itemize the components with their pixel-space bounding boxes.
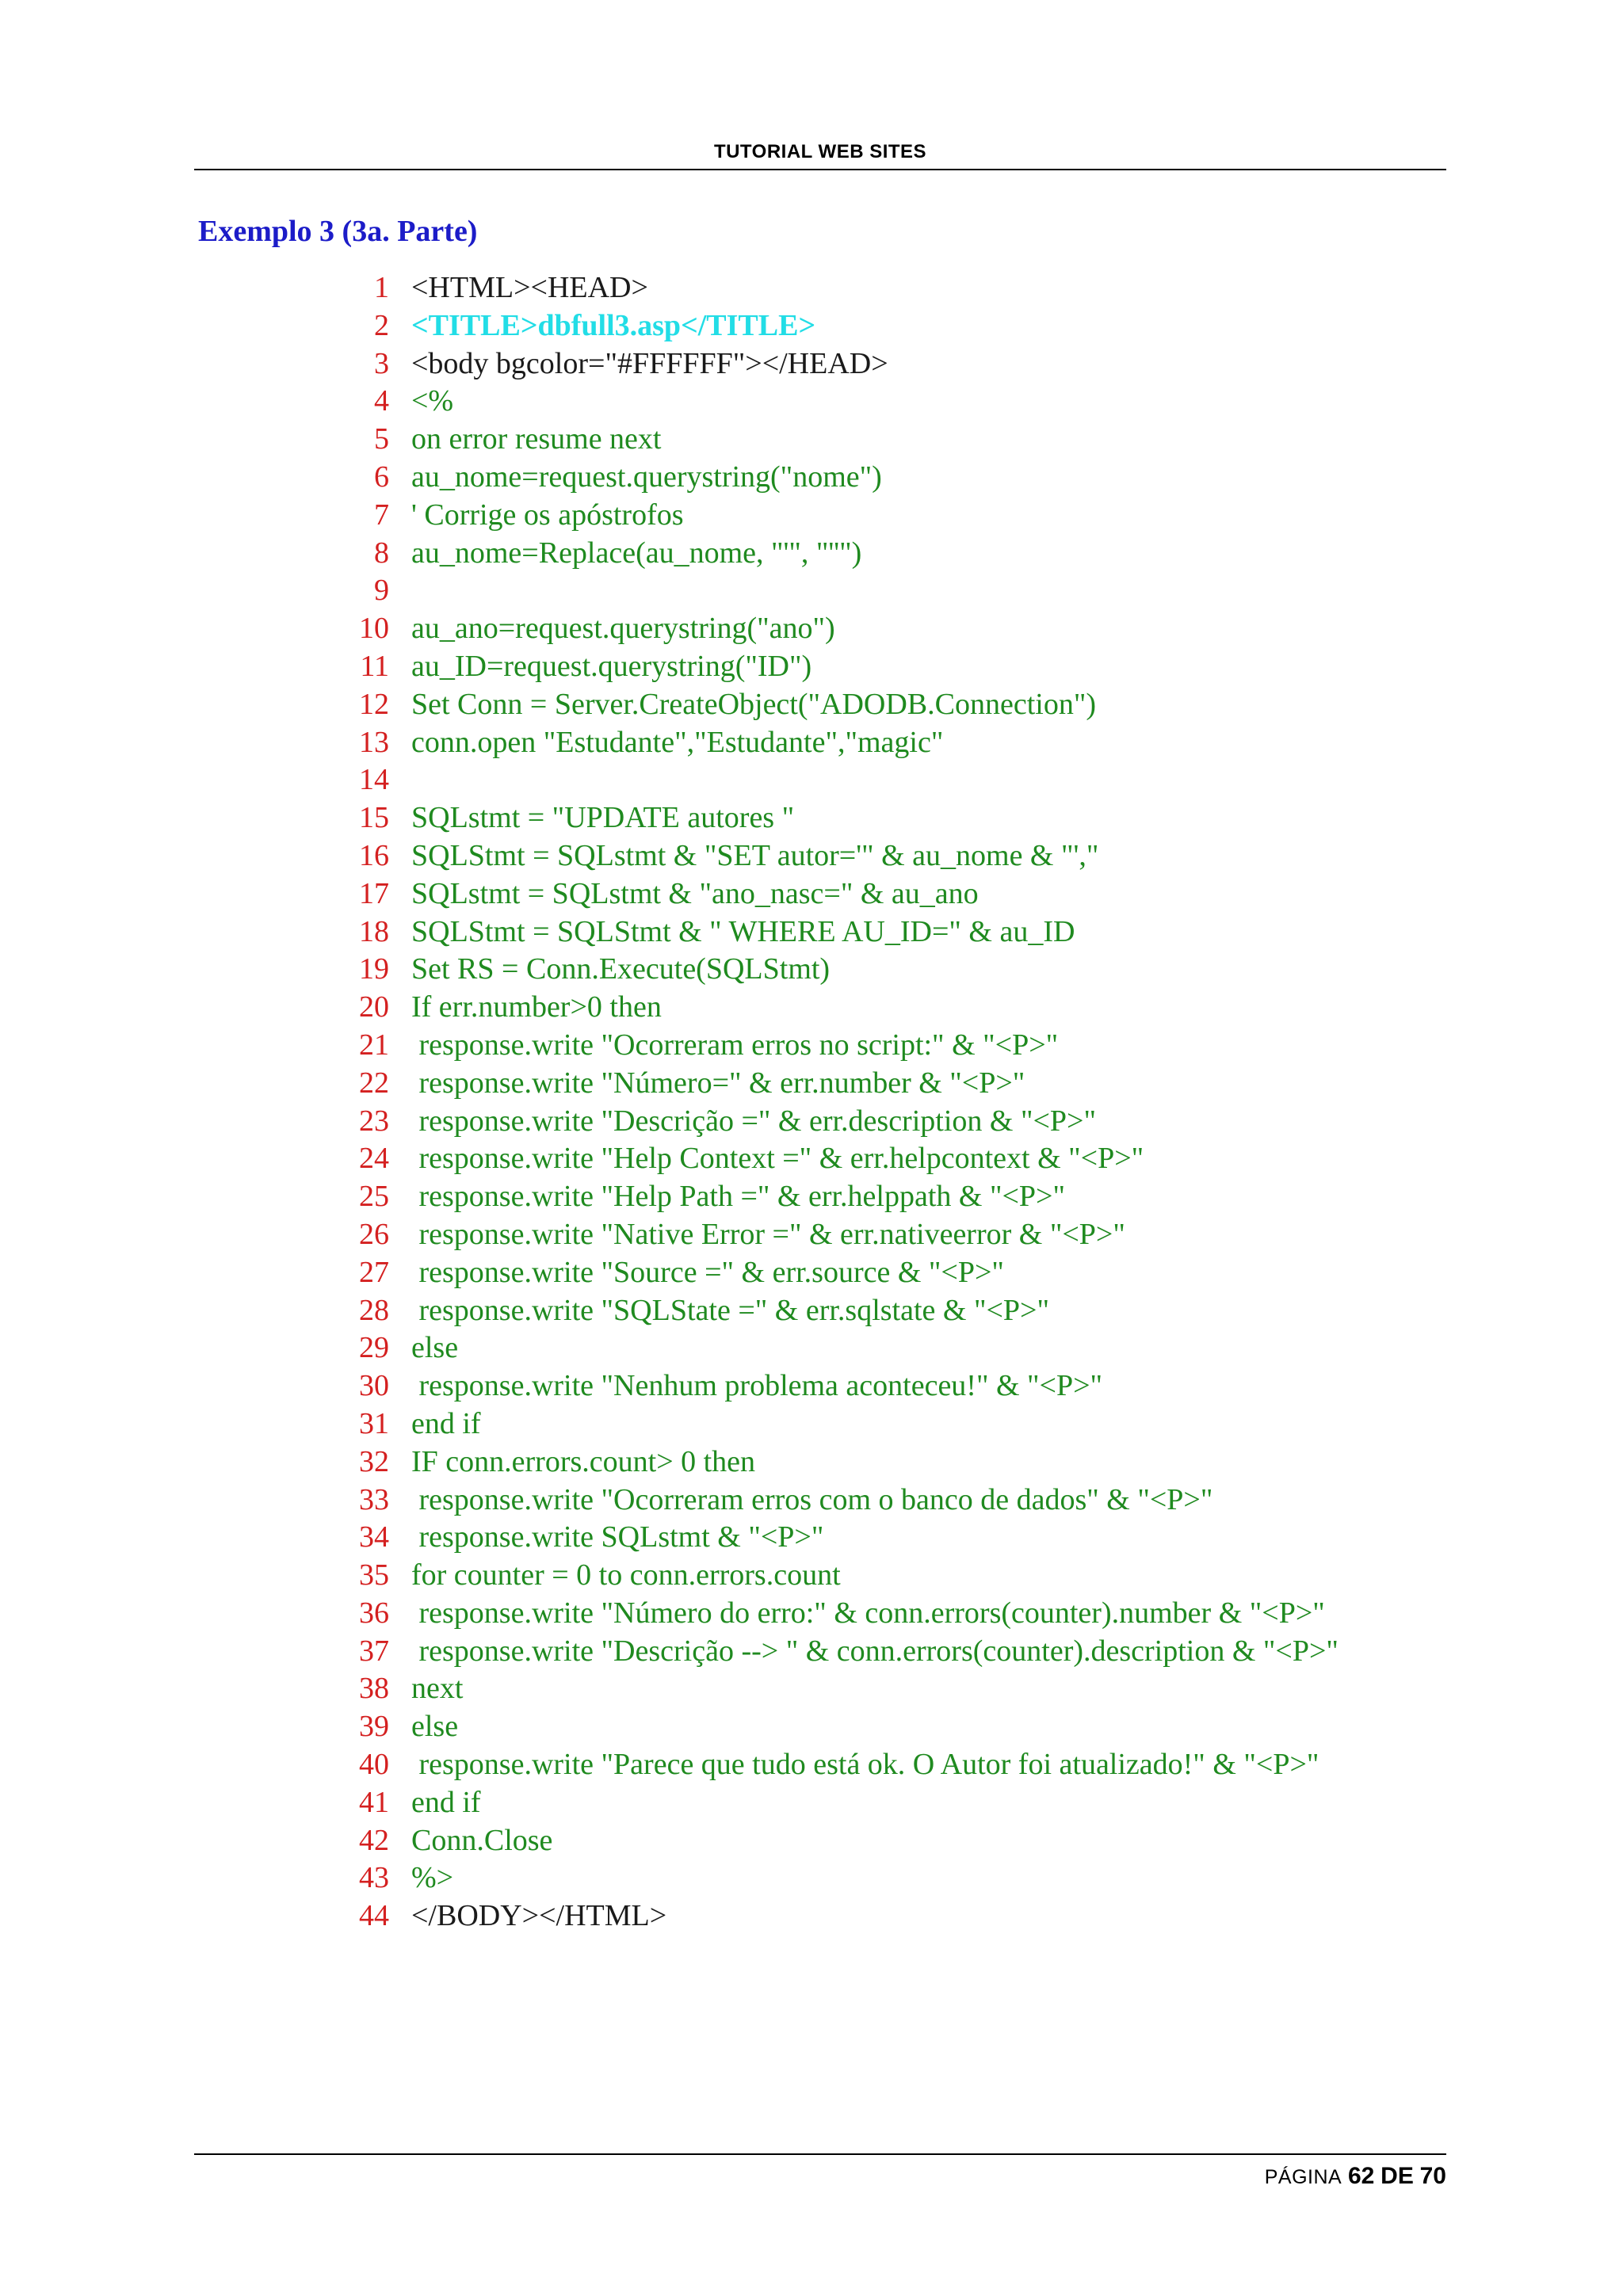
line-number: 19 (359, 952, 389, 986)
code-text: response.write "Source =" & err.source & "<P>" (411, 1255, 1004, 1289)
code-text: </BODY></HTML> (411, 1899, 667, 1933)
code-line (337, 1292, 1573, 1330)
line-number: 30 (359, 1369, 389, 1403)
code-line (337, 761, 1573, 799)
code-text: Set Conn = Server.CreateObject("ADODB.Connection") (411, 687, 1096, 721)
line-number: 32 (359, 1444, 389, 1478)
footer-divider (194, 2153, 1446, 2155)
code-text: SQLstmt = SQLstmt & "ano_nasc=" & au_ano (411, 876, 979, 910)
code-line (337, 610, 1573, 648)
code-text: <TITLE>dbfull3.asp</TITLE> (411, 308, 816, 342)
line-number: 16 (359, 838, 389, 872)
code-text: else (411, 1331, 459, 1365)
line-number: 12 (359, 687, 389, 721)
code-line (337, 269, 1573, 307)
line-number: 24 (359, 1142, 389, 1176)
code-text: response.write "Número=" & err.number & "<P>" (411, 1066, 1025, 1100)
code-text: response.write "Help Context =" & err.helpcontext & "<P>" (411, 1142, 1144, 1176)
page-label: PÁGINA (1264, 2166, 1342, 2188)
code-line (337, 799, 1573, 837)
line-number: 5 (374, 422, 389, 456)
line-number: 22 (359, 1066, 389, 1100)
code-line (337, 1595, 1573, 1633)
code-text: for counter = 0 to conn.errors.count (411, 1558, 841, 1592)
code-line (337, 535, 1573, 573)
code-text: IF conn.errors.count> 0 then (411, 1444, 756, 1478)
line-number: 10 (359, 612, 389, 646)
code-text: response.write SQLstmt & "<P>" (411, 1520, 824, 1554)
code-text: response.write "SQLState =" & err.sqlstate & "<P>" (411, 1293, 1049, 1327)
code-line (337, 345, 1573, 383)
line-number: 3 (374, 346, 389, 380)
code-line (337, 1254, 1573, 1292)
code-text: Conn.Close (411, 1823, 553, 1857)
line-number: 8 (374, 536, 389, 570)
line-number: 44 (359, 1899, 389, 1933)
line-number: 41 (359, 1785, 389, 1819)
code-line (337, 1746, 1573, 1784)
code-line (337, 1178, 1573, 1216)
code-line (337, 989, 1573, 1027)
code-line (337, 724, 1573, 762)
line-number: 7 (374, 498, 389, 532)
code-line (337, 1329, 1573, 1367)
code-text: response.write "Ocorreram erros com o banco de dados" & "<P>" (411, 1482, 1213, 1516)
code-line (337, 1103, 1573, 1141)
code-text: conn.open "Estudante","Estudante","magic" (411, 725, 944, 759)
code-text: If err.number>0 then (411, 990, 662, 1024)
line-number: 1 (374, 271, 389, 304)
line-number: 15 (359, 801, 389, 835)
code-line (337, 1708, 1573, 1746)
code-text: ' Corrige os apóstrofos (411, 498, 684, 532)
line-number: 33 (359, 1482, 389, 1516)
header-divider (194, 169, 1446, 170)
code-text: response.write "Ocorreram erros no script:" & "<P>" (411, 1028, 1059, 1062)
code-text: response.write "Nenhum problema aconteceu!" & "<P>" (411, 1369, 1103, 1403)
code-text: %> (411, 1861, 454, 1895)
code-line (337, 1065, 1573, 1103)
code-text: SQLStmt = SQLStmt & " WHERE AU_ID=" & au_ID (411, 914, 1075, 948)
code-line (337, 686, 1573, 724)
line-number: 43 (359, 1861, 389, 1895)
code-text: au_ID=request.querystring("ID") (411, 649, 812, 683)
code-text: <% (411, 384, 454, 418)
code-listing (337, 269, 1573, 1936)
code-line (337, 1784, 1573, 1822)
line-number: 20 (359, 990, 389, 1024)
line-number: 25 (359, 1180, 389, 1214)
code-line (337, 1822, 1573, 1860)
code-line (337, 1140, 1573, 1178)
code-text: <body bgcolor="#FFFFFF"></HEAD> (411, 346, 888, 380)
line-number: 17 (359, 876, 389, 910)
code-text: au_nome=Replace(au_nome, "'", "''") (411, 536, 862, 570)
line-number: 31 (359, 1406, 389, 1440)
line-number: 40 (359, 1748, 389, 1782)
code-text: next (411, 1672, 464, 1706)
code-line (337, 1519, 1573, 1557)
code-text: response.write "Help Path =" & err.helppath & "<P>" (411, 1180, 1065, 1214)
code-text: <HTML><HEAD> (411, 271, 648, 304)
line-number: 39 (359, 1710, 389, 1744)
line-number: 4 (374, 384, 389, 418)
page-of-label: DE (1381, 2163, 1414, 2189)
line-number: 21 (359, 1028, 389, 1062)
line-number: 23 (359, 1104, 389, 1138)
code-text: on error resume next (411, 422, 662, 456)
code-line (337, 572, 1573, 610)
code-text: au_ano=request.querystring("ano") (411, 612, 835, 646)
line-number: 2 (374, 308, 389, 342)
line-number: 11 (360, 649, 389, 683)
code-line (337, 421, 1573, 459)
line-number: 28 (359, 1293, 389, 1327)
line-number: 18 (359, 914, 389, 948)
code-line (337, 1027, 1573, 1065)
code-line (337, 1633, 1573, 1671)
code-text: Set RS = Conn.Execute(SQLStmt) (411, 952, 831, 986)
running-header: TUTORIAL WEB SITES (713, 141, 927, 162)
code-text: end if (411, 1406, 481, 1440)
page-footer (1265, 2163, 1446, 2190)
code-line (337, 1405, 1573, 1444)
code-line (337, 383, 1573, 421)
code-line (337, 1216, 1573, 1254)
code-text: response.write "Native Error =" & err.nativeerror & "<P>" (411, 1217, 1125, 1251)
page-number: 62 (1348, 2163, 1375, 2189)
code-line (337, 459, 1573, 497)
line-number: 35 (359, 1558, 389, 1592)
line-number: 26 (359, 1217, 389, 1251)
line-number: 6 (374, 460, 389, 494)
code-text: response.write "Número do erro:" & conn.errors(counter).number & "<P>" (411, 1596, 1325, 1630)
code-line (337, 1482, 1573, 1520)
line-number: 27 (359, 1255, 389, 1289)
line-number: 9 (374, 574, 389, 608)
code-text: response.write "Parece que tudo está ok. O Autor foi atualizado!" & "<P>" (411, 1748, 1319, 1782)
code-line (337, 913, 1573, 952)
line-number: 36 (359, 1596, 389, 1630)
line-number: 42 (359, 1823, 389, 1857)
line-number: 37 (359, 1634, 389, 1668)
line-number: 13 (359, 725, 389, 759)
code-text: end if (411, 1785, 481, 1819)
code-line (337, 951, 1573, 989)
code-line (337, 1557, 1573, 1595)
code-text: SQLStmt = SQLstmt & "SET autor='" & au_nome & "'," (411, 838, 1099, 872)
line-number: 34 (359, 1520, 389, 1554)
code-line (337, 1897, 1573, 1936)
code-line (337, 648, 1573, 686)
code-text: au_nome=request.querystring("nome") (411, 460, 882, 494)
code-text: SQLstmt = "UPDATE autores " (411, 801, 795, 835)
code-line (337, 1670, 1573, 1708)
code-line (337, 837, 1573, 875)
line-number: 38 (359, 1672, 389, 1706)
line-number: 14 (359, 763, 389, 797)
code-line (337, 307, 1573, 345)
code-text: response.write "Descrição =" & err.description & "<P>" (411, 1104, 1096, 1138)
line-number: 29 (359, 1331, 389, 1365)
code-line (337, 1367, 1573, 1405)
code-line (337, 875, 1573, 913)
code-line (337, 497, 1573, 535)
code-text: else (411, 1710, 459, 1744)
code-line (337, 1444, 1573, 1482)
page-total: 70 (1419, 2163, 1446, 2189)
section-title: Exemplo 3 (3a. Parte) (198, 215, 478, 248)
code-line (337, 1859, 1573, 1897)
code-text: response.write "Descrição --> " & conn.errors(counter).description & "<P>" (411, 1634, 1338, 1668)
